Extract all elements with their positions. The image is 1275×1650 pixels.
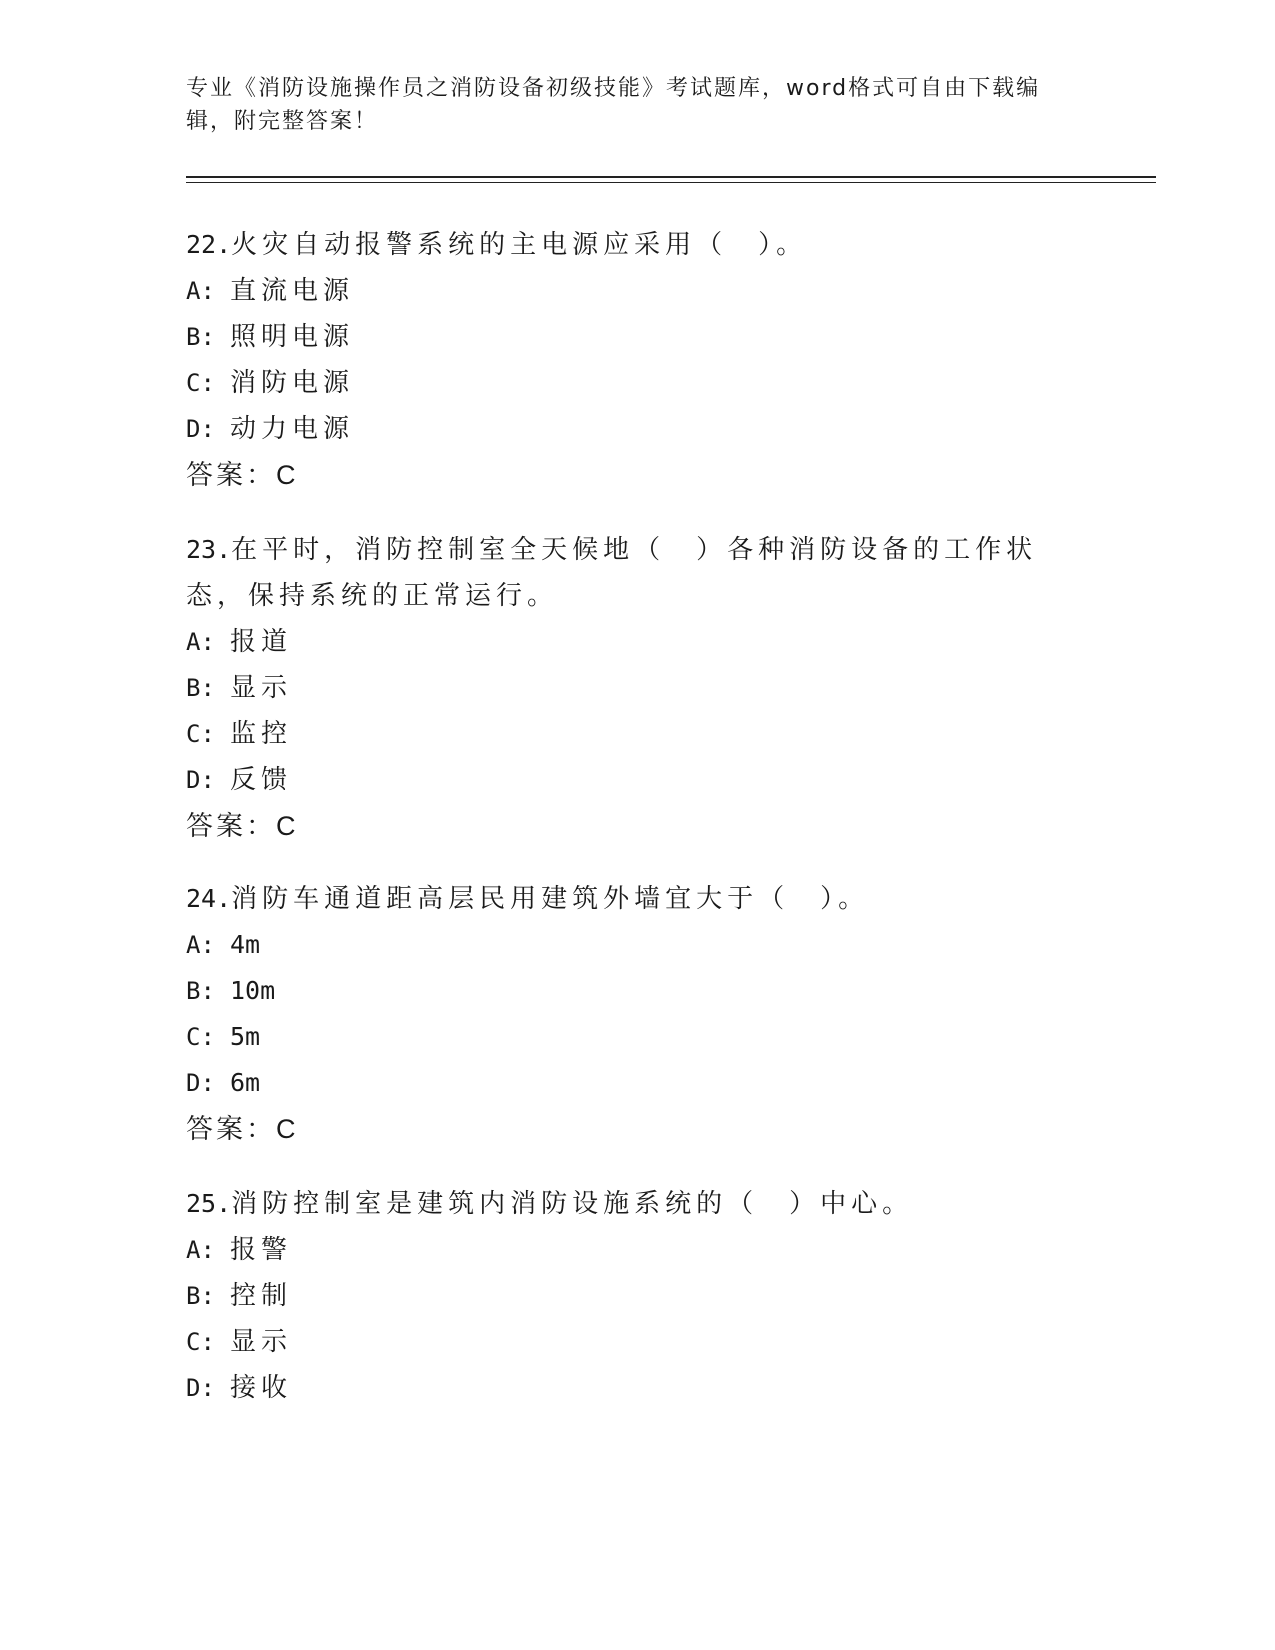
option-letter: D: [186,1069,215,1097]
question-number: 22. [186,230,232,259]
question-stem: 消防车通道距高层民用建筑外墙宜大于（ ）。 [231,884,870,914]
option-text: 5m [230,1022,261,1051]
question-number: 23. [186,535,232,564]
header-divider [186,176,1156,183]
option-letter: C: [186,720,215,748]
answer-line [186,1106,1086,1153]
answer-label: 答案： [186,1114,276,1145]
option-text: 4m [230,930,261,959]
answer-value: C [276,1114,299,1144]
option-text: 直流电源 [230,276,355,306]
option-text: 10m [230,976,276,1005]
option-letter: C: [186,1328,215,1356]
option-d [186,1060,1086,1106]
option-letter: B: [186,977,215,1005]
option-text: 消防电源 [230,368,355,398]
option-text: 显示 [230,673,293,703]
answer-label: 答案： [186,811,276,842]
question-number: 25. [186,1189,232,1218]
answer-label: 答案： [186,460,276,491]
option-letter: D: [186,415,215,443]
option-text: 报警 [230,1235,293,1265]
option-a [186,619,1086,665]
option-b [186,968,1086,1014]
document-intro: 专业《消防设施操作员之消防设备初级技能》考试题库，word格式可自由下载编辑，附完整答案！ [186,76,1041,134]
option-b [186,314,1086,360]
option-d [186,406,1086,452]
option-text: 6m [230,1068,261,1097]
option-letter: B: [186,1282,215,1310]
option-letter: A: [186,931,215,959]
option-b [186,665,1086,711]
option-a [186,268,1086,314]
question-stem: 消防控制室是建筑内消防设施系统的（ ）中心。 [231,1189,914,1219]
option-letter: A: [186,277,215,305]
question-text [186,876,1086,922]
option-letter: C: [186,1023,215,1051]
option-letter: B: [186,323,215,351]
option-text: 接收 [230,1373,293,1403]
question-22 [186,222,1086,499]
option-letter: B: [186,674,215,702]
option-a [186,1227,1086,1273]
option-c [186,1014,1086,1060]
question-24 [186,876,1086,1153]
option-text: 控制 [230,1281,293,1311]
option-c [186,360,1086,406]
question-text [186,527,1086,619]
option-b [186,1273,1086,1319]
option-letter: D: [186,1374,215,1402]
option-text: 动力电源 [230,414,355,444]
option-d [186,757,1086,803]
option-text: 反馈 [230,765,293,795]
answer-line [186,803,1086,850]
option-text: 报道 [230,627,293,657]
question-25 [186,1181,1086,1411]
option-c [186,1319,1086,1365]
option-letter: A: [186,1236,215,1264]
question-number: 24. [186,884,232,913]
question-stem: 火灾自动报警系统的主电源应采用（ ）。 [231,230,808,260]
answer-line [186,452,1086,499]
option-letter: C: [186,369,215,397]
document-page [186,0,1146,1650]
option-a [186,922,1086,968]
option-text: 显示 [230,1327,293,1357]
question-text [186,222,1086,268]
option-d [186,1365,1086,1411]
question-23 [186,527,1086,850]
answer-value: C [276,460,299,490]
question-text [186,1181,1086,1227]
option-letter: A: [186,628,215,656]
option-text: 照明电源 [230,322,355,352]
option-c [186,711,1086,757]
option-text: 监控 [230,719,293,749]
option-letter: D: [186,766,215,794]
question-stem: 在平时，消防控制室全天候地（ ）各种消防设备的工作状态，保持系统的正常运行。 [186,535,1038,611]
answer-value: C [276,811,299,841]
